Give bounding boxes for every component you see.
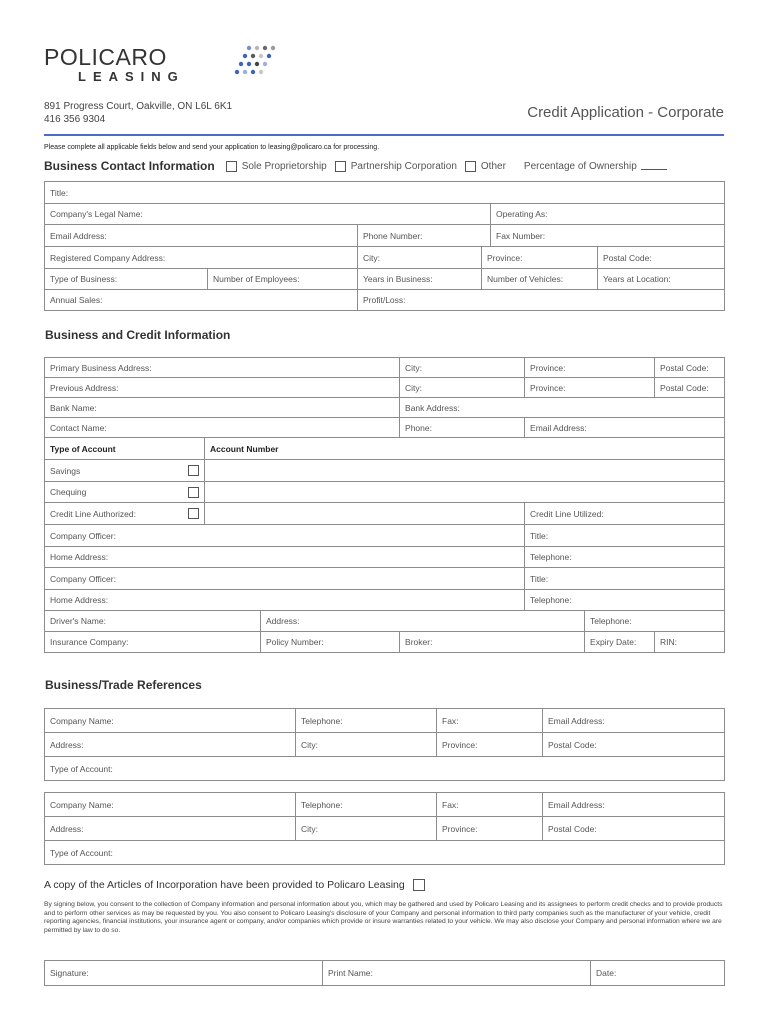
field-officer-title[interactable]: Title: xyxy=(525,525,725,547)
credit-authorized-checkbox[interactable] xyxy=(188,508,199,519)
ownership-percentage-input[interactable] xyxy=(641,162,667,170)
field-fax[interactable]: Fax Number: xyxy=(491,225,725,247)
option-label: Sole Proprietorship xyxy=(241,160,327,172)
credit-line-authorized[interactable] xyxy=(45,503,205,525)
field-driver-address[interactable]: Address: xyxy=(261,611,585,632)
field-phone[interactable]: Phone Number: xyxy=(358,225,491,247)
savings-label: Savings xyxy=(50,465,81,476)
field-company-name[interactable]: Company Name: xyxy=(45,709,296,733)
field-company-name[interactable]: Company Name: xyxy=(45,793,296,817)
field-province[interactable]: Province: xyxy=(482,247,598,269)
credit-authorized-label: Credit Line Authorized: xyxy=(50,508,136,519)
field-postal-code[interactable]: Postal Code: xyxy=(598,247,725,269)
field-years-at-location[interactable]: Years at Location: xyxy=(598,269,725,290)
field-vehicles[interactable]: Number of Vehicles: xyxy=(482,269,598,290)
field-bank-name[interactable]: Bank Name: xyxy=(45,398,400,418)
field-postal-code[interactable]: Postal Code: xyxy=(543,733,725,757)
business-contact-table xyxy=(44,181,725,311)
field-postal-code[interactable]: Postal Code: xyxy=(543,817,725,841)
field-print-name[interactable]: Print Name: xyxy=(323,961,591,986)
chequing-label: Chequing xyxy=(50,487,87,497)
field-registered-address[interactable]: Registered Company Address: xyxy=(45,247,358,269)
field-home-address[interactable]: Home Address: xyxy=(45,547,525,568)
trade-reference-table-2 xyxy=(44,792,725,865)
field-business-type[interactable]: Type of Business: xyxy=(45,269,208,290)
field-telephone[interactable]: Telephone: xyxy=(296,793,437,817)
option-partnership-corporation[interactable] xyxy=(335,161,457,172)
field-telephone[interactable]: Telephone: xyxy=(525,547,725,568)
articles-of-incorporation-row xyxy=(44,879,425,891)
field-address[interactable]: Address: xyxy=(45,817,296,841)
field-insurance-company[interactable]: Insurance Company: xyxy=(45,632,261,653)
field-employees[interactable]: Number of Employees: xyxy=(208,269,358,290)
field-operating-as[interactable]: Operating As: xyxy=(491,204,725,225)
checkbox[interactable] xyxy=(465,161,476,172)
title-divider xyxy=(44,134,724,136)
field-city[interactable]: City: xyxy=(400,358,525,378)
savings-checkbox[interactable] xyxy=(188,465,199,476)
section-title-business-credit: Business and Credit Information xyxy=(45,328,231,342)
trade-reference-table-1 xyxy=(44,708,725,781)
field-city[interactable]: City: xyxy=(296,817,437,841)
option-label: Other xyxy=(480,160,506,172)
field-signature[interactable]: Signature: xyxy=(45,961,323,986)
field-city[interactable]: City: xyxy=(400,378,525,398)
field-home-address[interactable]: Home Address: xyxy=(45,590,525,611)
instructions-text: Please complete all applicable fields below and send your application to leasing@policaro.ca for processing. xyxy=(44,144,380,151)
consent-text: By signing below, you consent to the collection of Company information and personal information about you, which may be gathered and used by Policaro Leasing and its assignees to perform credit checks and to provide products and to perform other services as may be requested by you. You also consent to Policaro Leasing's disclosure of your Company and personal information to third party companies such as the manufacturer of your vehicle, credit reporting agencies, financial institutions, your insurance agent or company, and/or companies which provide or insure warranties related to your vehicle. We may also disclose your Company and personal information where we are permitted by law to do so. xyxy=(44,901,723,934)
logo-dots-icon xyxy=(227,44,287,88)
account-type-chequing[interactable] xyxy=(45,482,205,503)
field-fax[interactable]: Fax: xyxy=(437,709,543,733)
field-email[interactable]: Email Address: xyxy=(45,225,358,247)
policaro-leasing-logo xyxy=(44,44,244,88)
field-fax[interactable]: Fax: xyxy=(437,793,543,817)
section-title-trade-references: Business/Trade References xyxy=(45,678,202,692)
option-label: Partnership Corporation xyxy=(350,160,457,172)
field-driver-telephone[interactable]: Telephone: xyxy=(585,611,725,632)
field-primary-address[interactable]: Primary Business Address: xyxy=(45,358,400,378)
field-company-officer[interactable]: Company Officer: xyxy=(45,525,525,547)
field-date[interactable]: Date: xyxy=(591,961,725,986)
field-title[interactable]: Title: xyxy=(45,182,725,204)
signature-table xyxy=(44,960,725,986)
field-account-type[interactable]: Type of Account: xyxy=(45,841,725,865)
field-postal-code[interactable]: Postal Code: xyxy=(655,358,725,378)
company-address xyxy=(44,100,232,126)
checkbox[interactable] xyxy=(226,161,237,172)
section-title-business-contact: Business Contact Information xyxy=(44,159,215,173)
field-legal-name[interactable]: Company's Legal Name: xyxy=(45,204,491,225)
phone-line: 416 356 9304 xyxy=(44,114,106,125)
field-officer-title[interactable]: Title: xyxy=(525,568,725,590)
option-sole-proprietorship[interactable] xyxy=(226,161,327,172)
field-broker[interactable]: Broker: xyxy=(400,632,585,653)
field-previous-address[interactable]: Previous Address: xyxy=(45,378,400,398)
chequing-checkbox[interactable] xyxy=(188,487,199,498)
field-policy-number[interactable]: Policy Number: xyxy=(261,632,400,653)
option-other[interactable] xyxy=(465,161,506,172)
chequing-account-number[interactable] xyxy=(205,482,725,503)
articles-checkbox[interactable] xyxy=(413,879,425,891)
field-province[interactable]: Province: xyxy=(525,378,655,398)
field-telephone[interactable]: Telephone: xyxy=(296,709,437,733)
field-province[interactable]: Province: xyxy=(437,817,543,841)
logo-wordmark: POLICARO xyxy=(44,44,167,70)
credit-authorized-value[interactable] xyxy=(205,503,525,525)
savings-account-number[interactable] xyxy=(205,460,725,482)
address-line: 891 Progress Court, Oakville, ON L6L 6K1 xyxy=(44,101,233,112)
header-account-type: Type of Account xyxy=(45,438,205,460)
field-years-in-business[interactable]: Years in Business: xyxy=(358,269,482,290)
field-profit-loss[interactable]: Profit/Loss: xyxy=(358,290,725,311)
field-city[interactable]: City: xyxy=(296,733,437,757)
ownership-percentage-label: Percentage of Ownership xyxy=(523,160,637,172)
field-postal-code[interactable]: Postal Code: xyxy=(655,378,725,398)
field-contact-name[interactable]: Contact Name: xyxy=(45,418,400,438)
field-telephone[interactable]: Telephone: xyxy=(525,590,725,611)
logo-subtitle: LEASING xyxy=(78,69,185,84)
field-email[interactable]: Email Address: xyxy=(525,418,725,438)
field-annual-sales[interactable]: Annual Sales: xyxy=(45,290,358,311)
field-expiry-date[interactable]: Expiry Date: xyxy=(585,632,655,653)
account-type-savings[interactable] xyxy=(45,460,205,482)
field-driver-name[interactable]: Driver's Name: xyxy=(45,611,261,632)
header-account-number: Account Number xyxy=(205,438,725,460)
field-email[interactable]: Email Address: xyxy=(543,793,725,817)
field-province[interactable]: Province: xyxy=(525,358,655,378)
field-province[interactable]: Province: xyxy=(437,733,543,757)
field-phone[interactable]: Phone: xyxy=(400,418,525,438)
document-title: Credit Application - Corporate xyxy=(527,104,724,121)
business-contact-header xyxy=(44,157,724,175)
field-credit-utilized[interactable]: Credit Line Utilized: xyxy=(525,503,725,525)
field-city[interactable]: City: xyxy=(358,247,482,269)
field-rin[interactable]: RIN: xyxy=(655,632,725,653)
business-credit-table xyxy=(44,357,725,653)
field-company-officer[interactable]: Company Officer: xyxy=(45,568,525,590)
checkbox[interactable] xyxy=(335,161,346,172)
articles-statement: A copy of the Articles of Incorporation have been provided to Policaro Leasing xyxy=(44,879,405,891)
field-address[interactable]: Address: xyxy=(45,733,296,757)
field-account-type[interactable]: Type of Account: xyxy=(45,757,725,781)
field-bank-address[interactable]: Bank Address: xyxy=(400,398,725,418)
field-email[interactable]: Email Address: xyxy=(543,709,725,733)
